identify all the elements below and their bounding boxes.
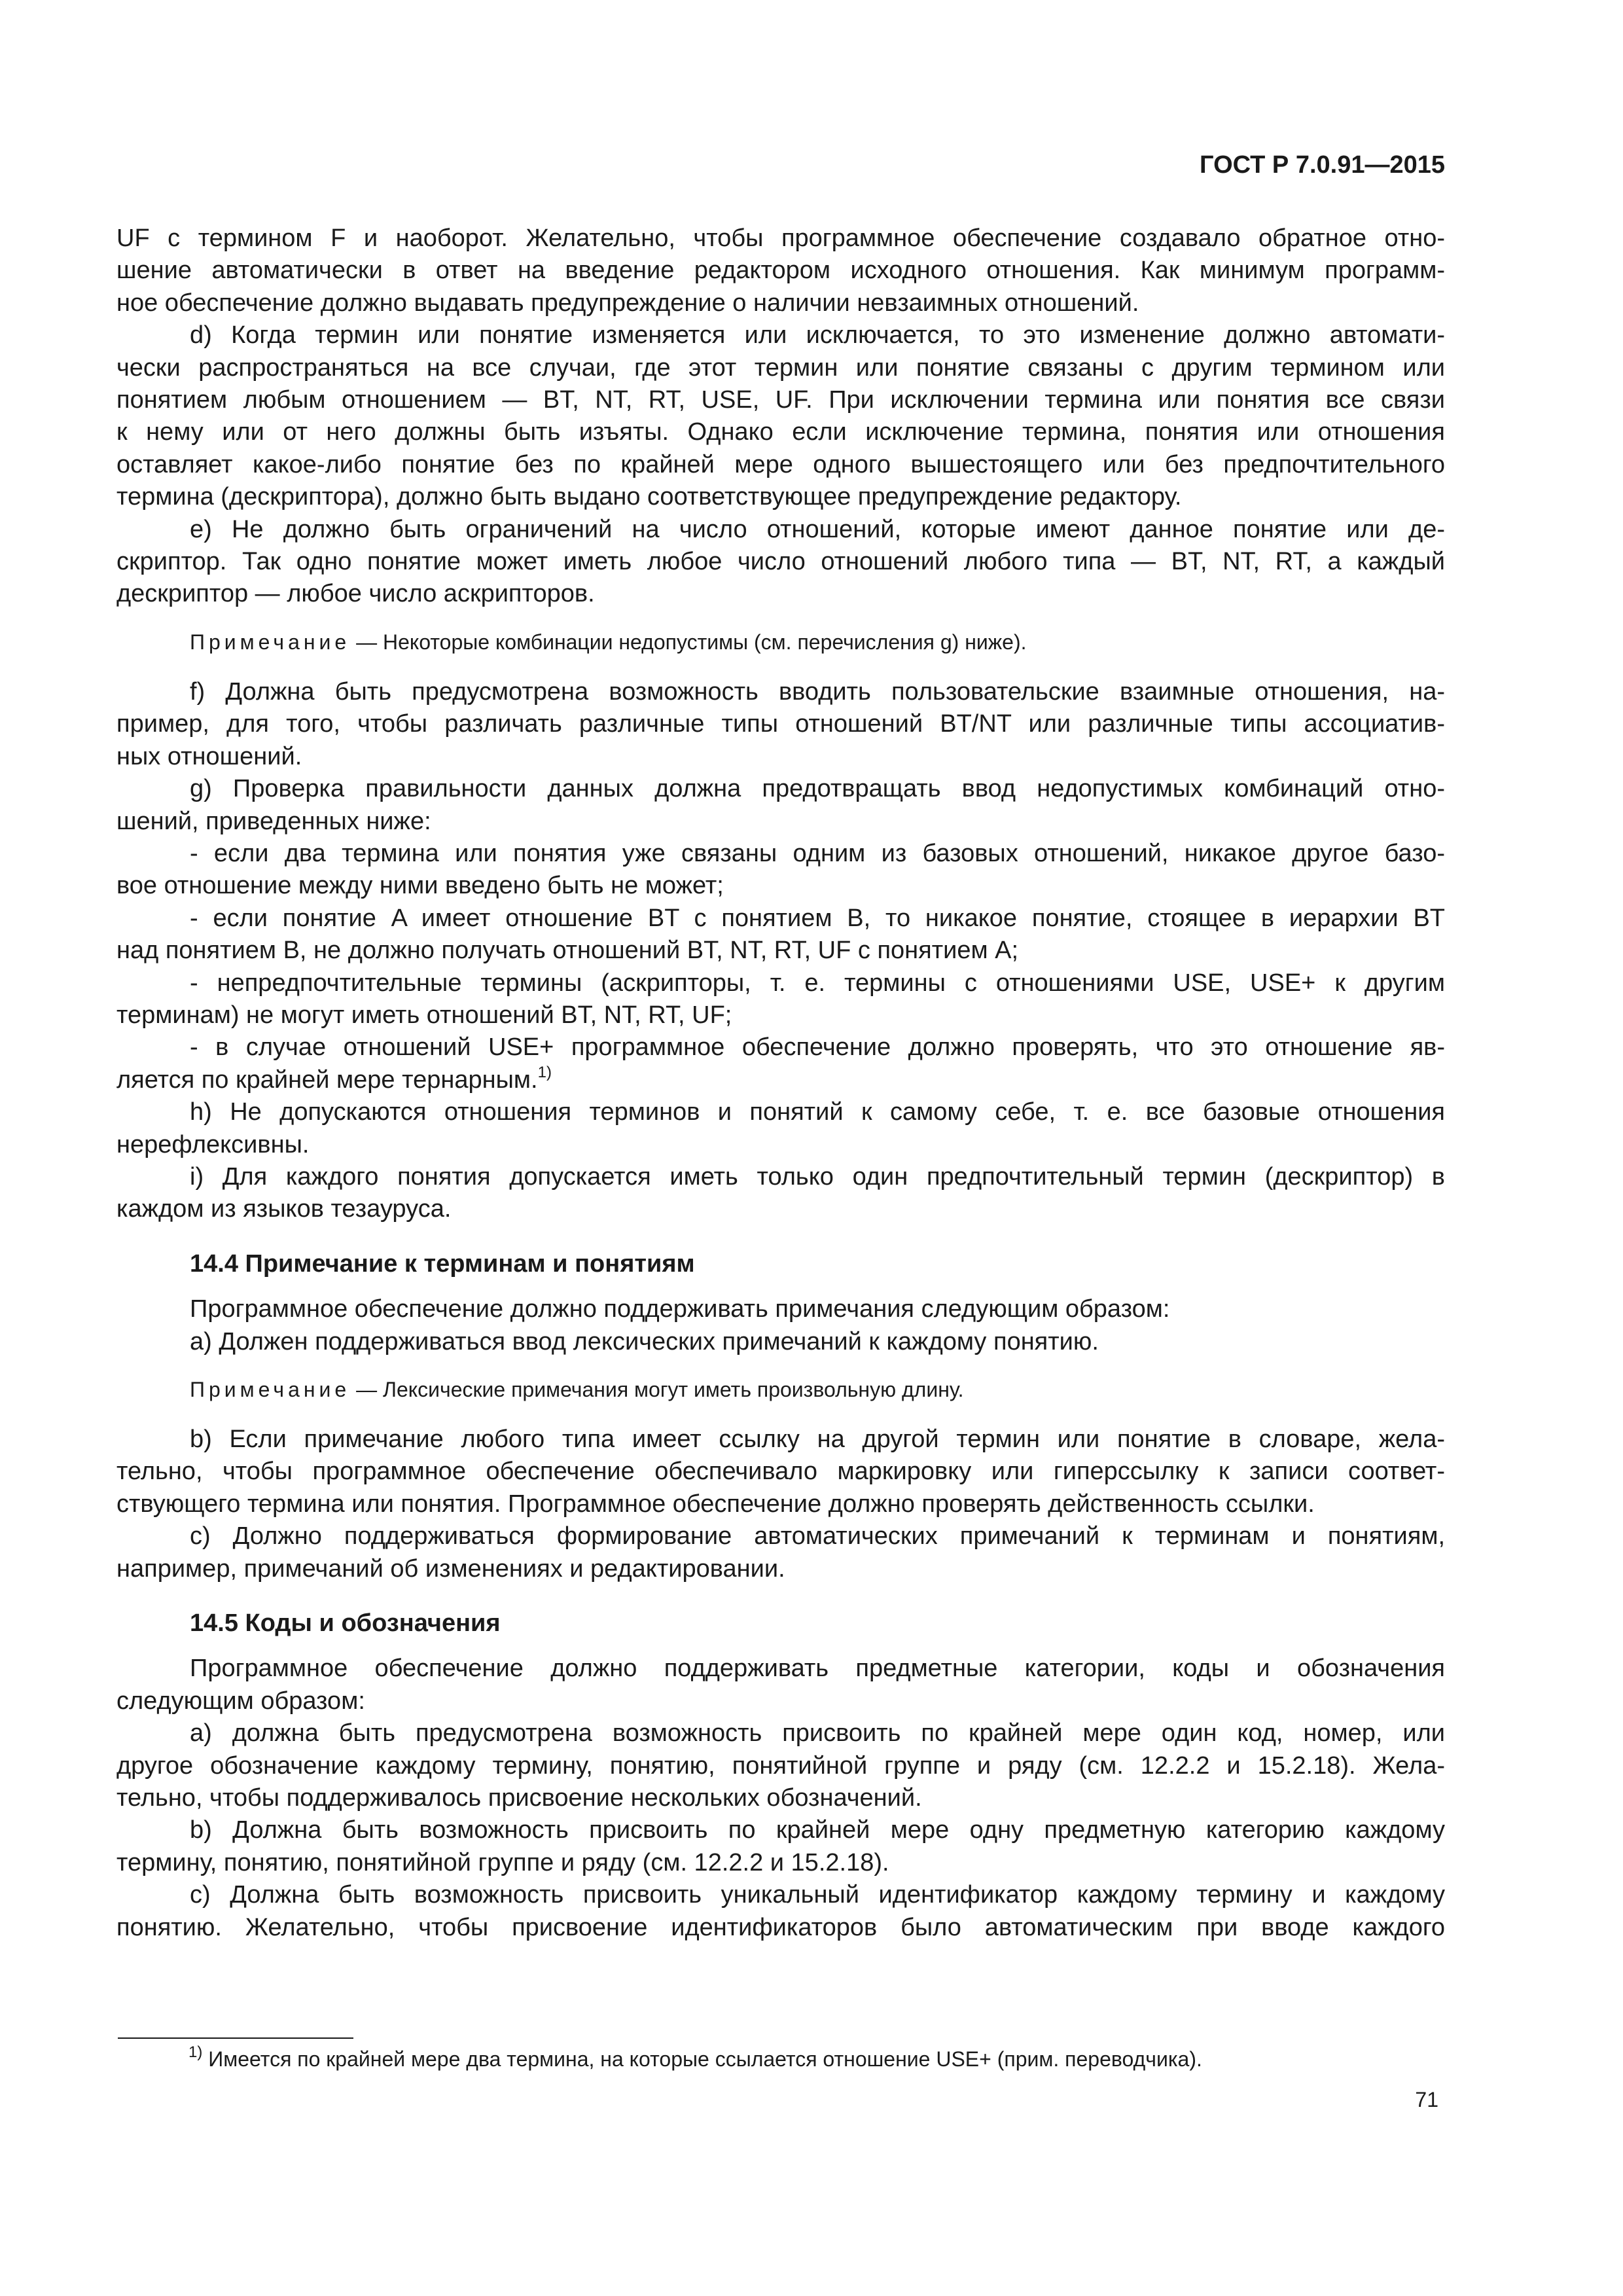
paragraph-item-f — [116, 676, 1445, 773]
page-number: 71 — [1415, 2088, 1438, 2111]
section-14-4-intro — [116, 1293, 1445, 1325]
document-body — [116, 223, 1445, 1944]
note-text: — Некоторые комбинации недопустимы (см. перечисления g) ниже). — [350, 630, 1027, 654]
note-1 — [116, 628, 1445, 656]
text-line: ствующего термина или понятия. Программное обеспечение должно проверять действенность ссылки. — [116, 1490, 1315, 1518]
text-line: дескриптор — любое число аскрипторов. — [116, 580, 595, 608]
section-14-4-item-b — [116, 1424, 1445, 1520]
section-14-4-item-c — [116, 1520, 1445, 1585]
text-line: терминам) не могут иметь отношений BT, NT, RT, UF; — [116, 1001, 732, 1029]
paragraph-item-h — [116, 1096, 1445, 1161]
list-item — [116, 903, 1445, 967]
text-line: ных отношений. — [116, 742, 302, 770]
note-2 — [116, 1375, 1445, 1404]
text-line: вое отношение между ними введено быть не может; — [116, 872, 724, 900]
text-line: - если понятие A имеет отношение BT с понятием B, то никакое понятие, стоящее в иерархии BT — [190, 904, 1445, 932]
text-line: тельно, чтобы поддерживалось присвоение нескольких обозначений. — [116, 1784, 922, 1812]
paragraph-item-e — [116, 514, 1445, 611]
text-line: b) Должна быть возможность присвоить по крайней мере одну предметную категорию каждому — [190, 1816, 1445, 1844]
text-line: каждом из языков тезауруса. — [116, 1195, 452, 1223]
text-line: пример, для того, чтобы различать различные типы отношений BT/NT или различные типы ассоциатив- — [116, 710, 1445, 738]
section-heading-14-4: 14.4 Примечание к терминам и понятиям — [190, 1249, 695, 1278]
text-line: следующим образом: — [116, 1687, 365, 1715]
list-item — [116, 1031, 1445, 1096]
text-line: понятию. Желательно, чтобы присвоение идентификаторов было автоматическим при вводе каждого — [116, 1913, 1445, 1941]
text-line: UF с термином F и наоборот. Желательно, чтобы программное обеспечение создавало обратное отно- — [116, 224, 1445, 252]
note-label: Примечание — [190, 1378, 351, 1401]
text-line: - если два термина или понятия уже связаны одним из базовых отношений, никакое другое базо- — [190, 839, 1445, 867]
text-line — [116, 1064, 1445, 1096]
document-code-header: ГОСТ Р 7.0.91—2015 — [1200, 151, 1445, 179]
paragraph-item-i — [116, 1161, 1445, 1226]
text-line: к нему или от него должны быть изъяты. Однако если исключение термина, понятия или отношения — [116, 418, 1445, 446]
text-line: термину, понятию, понятийной группе и ряду (см. 12.2.2 и 15.2.18). — [116, 1848, 889, 1876]
footnote — [188, 2045, 1202, 2073]
text-line: другое обозначение каждому термину, понятию, понятийной группе и ряду (см. 12.2.2 и 15.2.18). Жела- — [116, 1751, 1445, 1780]
text-line: e) Не должно быть ограничений на число отношений, которые имеют данное понятие или де- — [190, 515, 1445, 543]
text-line: чески распространяться на все случаи, где этот термин или понятие связаны с другим термином или — [116, 353, 1445, 382]
section-14-5-item-a — [116, 1717, 1445, 1814]
text-line: a) Должен поддерживаться ввод лексических примечаний к каждому понятию. — [190, 1327, 1099, 1355]
text-line: термина (дескриптора), должно быть выдано соответствующее предупреждение редактору. — [116, 483, 1182, 511]
list-item — [116, 967, 1445, 1032]
footnote-marker: 1) — [188, 2043, 203, 2062]
text-line: оставляет какое-либо понятие без по крайней мере одного вышестоящего или без предпочтительного — [116, 450, 1445, 478]
text-line: Программное обеспечение должно поддерживать примечания следующим образом: — [190, 1295, 1170, 1323]
section-heading-14-5: 14.5 Коды и обозначения — [190, 1609, 501, 1638]
text-line: шение автоматически в ответ на введение редактором исходного отношения. Как минимум программ- — [116, 257, 1445, 285]
paragraph-item-g — [116, 773, 1445, 838]
text-line: над понятием B, не должно получать отношений BT, NT, RT, UF с понятием A; — [116, 937, 1019, 965]
text-line: h) Не допускаются отношения терминов и понятий к самому себе, т. е. все базовые отношения — [190, 1098, 1445, 1126]
paragraph-continuation — [116, 223, 1445, 319]
text-line: d) Когда термин или понятие изменяется или исключается, то это изменение должно автомати- — [190, 321, 1445, 350]
section-14-5-item-b — [116, 1814, 1445, 1879]
text-line: c) Должна быть возможность присвоить уникальный идентификатор каждому термину и каждому — [190, 1881, 1445, 1909]
text-line: скриптор. Так одно понятие может иметь любое число отношений любого типа — BT, NT, RT, а каждый — [116, 548, 1445, 576]
list-item — [116, 838, 1445, 903]
text-line: понятием любым отношением — BT, NT, RT, USE, UF. При исключении термина или понятия все связи — [116, 386, 1445, 414]
note-text: — Лексические примечания могут иметь произвольную длину. — [350, 1378, 964, 1401]
footnote-text: Имеется по крайней мере два термина, на которые ссылается отношение USE+ (прим. переводчика). — [202, 2047, 1202, 2071]
text-line: Программное обеспечение должно поддерживать предметные категории, коды и обозначения — [190, 1655, 1445, 1683]
footnote-reference[interactable]: 1) — [537, 1064, 552, 1082]
text-line: i) Для каждого понятия допускается иметь только один предпочтительный термин (дескриптор) в — [190, 1162, 1445, 1191]
text-line: b) Если примечание любого типа имеет ссылку на другой термин или понятие в словаре, жела- — [190, 1426, 1445, 1453]
text-line: a) должна быть предусмотрена возможность присвоить по крайней мере один код, номер, или — [190, 1719, 1445, 1748]
text-line: шений, приведенных ниже: — [116, 807, 431, 835]
text-line: - непредпочтительные термины (аскрипторы, т. е. термины с отношениями USE, USE+ к другим — [190, 969, 1445, 997]
text-line: f) Должна быть предусмотрена возможность вводить пользовательские взаимные отношения, на- — [190, 677, 1445, 706]
text-line: c) Должно поддерживаться формирование автоматических примечаний к терминам и понятиям, — [190, 1522, 1445, 1551]
note-label: Примечание — [190, 630, 351, 654]
paragraph-item-d — [116, 319, 1445, 513]
section-14-4-item-a — [116, 1326, 1445, 1358]
footnote-separator — [118, 2037, 353, 2039]
text-line: ное обеспечение должно выдавать предупреждение о наличии невзаимных отношений. — [116, 289, 1139, 317]
section-14-5-intro — [116, 1653, 1445, 1717]
text-line: например, примечаний об изменениях и редактировании. — [116, 1554, 785, 1583]
text-line: g) Проверка правильности данных должна предотвращать ввод недопустимых комбинаций отно- — [190, 775, 1445, 803]
section-14-5-item-c — [116, 1879, 1445, 1944]
text-line: тельно, чтобы программное обеспечение обеспечивало маркировку или гиперссылку к записи соответ- — [116, 1458, 1445, 1486]
text-line-content: ляется по крайней мере тернарным. — [116, 1066, 538, 1094]
text-line: - в случае отношений USE+ программное обеспечение должно проверять, что это отношение яв- — [190, 1033, 1445, 1062]
text-line: нерефлексивны. — [116, 1130, 310, 1158]
